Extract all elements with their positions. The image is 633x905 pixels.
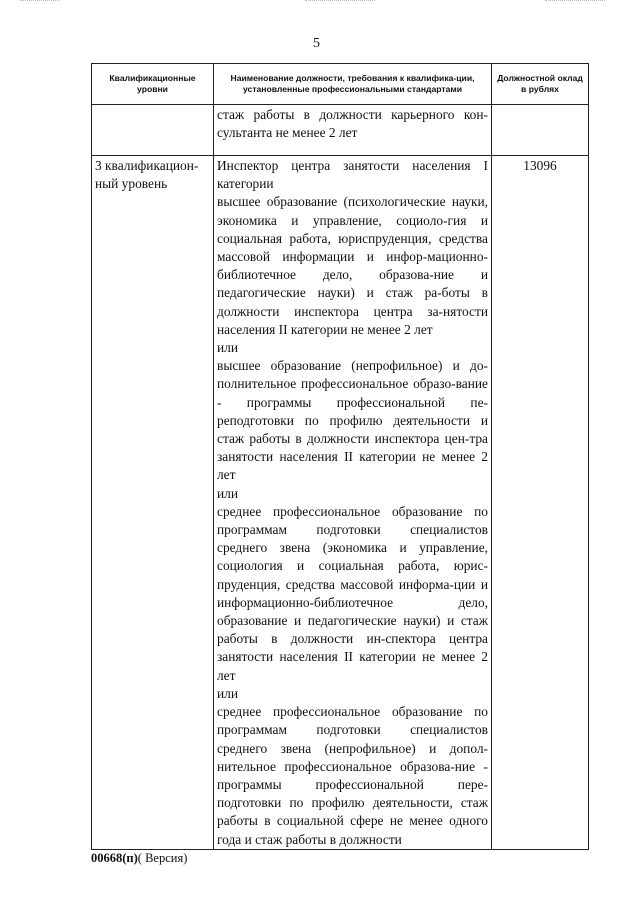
table-header-row [92, 64, 589, 105]
or-separator: или [217, 685, 239, 701]
requirement-paragraph: среднее профессиональное образование по программам подготовки специалистов среднего звена (непрофильное) и допол-нительное профессиональное образова-ние - программы профессиональной пере-подготовки по профилю деятельности, стаж работы в социальной сфере не менее одного года и стаж работы в должности [217, 704, 488, 847]
document-version: ( Версия) [137, 851, 188, 865]
level-text [92, 105, 213, 106]
cell-requirements [214, 156, 492, 850]
cell-requirements [214, 105, 492, 156]
requirements-text [214, 156, 491, 849]
or-separator: или [217, 485, 239, 501]
scan-artifact [545, 0, 605, 7]
scan-artifact [305, 0, 375, 7]
requirements-text: стаж работы в должности карьерного кон-сультанта не менее 2 лет [217, 107, 488, 141]
page-number: 5 [313, 36, 320, 51]
salary-text: 13096 [523, 158, 557, 173]
table-row-level-3 [92, 156, 589, 850]
document-footer [91, 851, 187, 866]
cell-salary [492, 156, 589, 850]
header-qualification-levels: Квалификационные уровни [92, 64, 214, 105]
level-text: 3 квалификацион-ный уровень [95, 158, 199, 192]
position-title: Инспектор центра занятости населения I категории [217, 158, 488, 192]
table-row-continuation [92, 105, 589, 156]
cell-level [92, 156, 214, 850]
requirement-paragraph: высшее образование (непрофильное) и до-полнительное профессиональное образо-вание - программы профессиональной пе-реподготовки по профилю деятельности и стаж работы в должности инспектора цен-тра занятости населения II категории не менее 2 лет [217, 358, 488, 483]
header-salary: Должностной оклад в рублях [492, 64, 589, 105]
requirement-paragraph: высшее образование (психологические науки, экономика и управление, социоло-гия и социальная работа, юриспруденция, средства массовой информации и инфор-мационно-библиотечное дело, образова-ние и педагогические науки) и стаж ра-боты в должности инспектора центра за-нятости населения II категории не менее 2 лет [217, 194, 488, 337]
salary-text [492, 105, 588, 106]
requirement-paragraph: среднее профессиональное образование по программам подготовки специалистов среднего звена (экономика и управление, социология и социальная работа, юрис-пруденция, средства массовой информа-ции и информационно-библиотечное дело, образование и педагогические науки) и стаж работы в должности ин-спектора центра занятости населения II категории не менее 2 лет [217, 503, 488, 683]
scan-artifact [20, 0, 60, 7]
or-separator: или [217, 340, 239, 356]
qualification-table [91, 63, 589, 850]
document-code: 00668(п) [91, 851, 138, 865]
cell-level [92, 105, 214, 156]
header-position-requirements: Наименование должности, требования к квалифика-ции, установленные профессиональными стандартами [214, 64, 492, 105]
cell-salary [492, 105, 589, 156]
